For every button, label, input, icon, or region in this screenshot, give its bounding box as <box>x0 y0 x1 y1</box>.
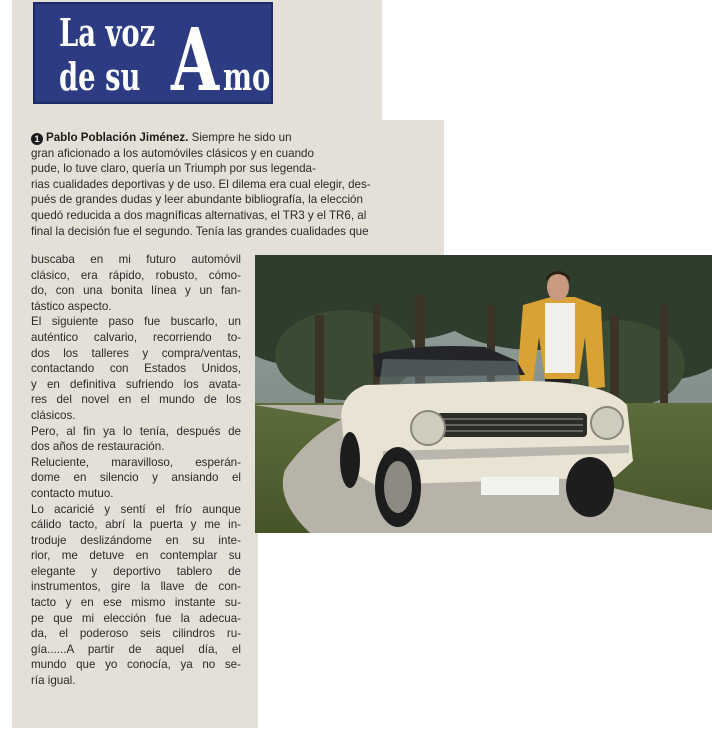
text-line: do, con una bonita línea y un fan- <box>31 284 241 298</box>
car-photo <box>255 255 712 533</box>
text-line: clásicos. <box>31 408 76 422</box>
text-line: contactando con Estados Unidos, <box>31 362 241 376</box>
text-line: buscaba en mi futuro automóvil <box>31 253 241 266</box>
text-line: tacto y en ese mismo instante su- <box>31 596 241 610</box>
text-line: y en definitiva sufriendo los avata- <box>31 377 241 391</box>
paragraph <box>31 502 241 689</box>
text-line: rior, me detuve en contemplar su <box>31 549 241 563</box>
article-column <box>31 252 241 689</box>
article-author: Pablo Población Jiménez. <box>46 131 189 144</box>
text-line: El siguiente paso fue buscarlo, un <box>31 315 241 329</box>
text-line: pués de grandes dudas y leer abundante bibliografía, la elección <box>31 193 363 207</box>
article-first-line <box>31 130 431 146</box>
photo-illustration <box>255 255 712 533</box>
text-line: final la decisión fue el segundo. Tenía las grandes cualidades que <box>31 224 369 238</box>
text-line: contacto mutuo. <box>31 486 114 500</box>
text-line: pude, lo tuve claro, quería un Triumph por sus legenda- <box>31 162 316 176</box>
text-line: instrumentos, gire la llave de con- <box>31 580 241 594</box>
text-line: Siempre he sido un <box>191 131 292 144</box>
article-intro <box>31 130 431 239</box>
paragraph <box>31 314 241 423</box>
text-line: dos los talleres y compra/ventas, <box>31 346 241 360</box>
text-line: dome en silencio y ansiando el <box>31 471 241 485</box>
text-line: quedó reducida a dos magníficas alternativas, el TR3 y el TR6, al <box>31 208 367 222</box>
text-line: auténtico calvario, recorriendo to- <box>31 330 241 344</box>
text-line: da, el poderoso seis cilindros ru- <box>31 627 241 641</box>
text-line: Reluciente, maravilloso, esperán- <box>31 455 241 469</box>
text-line: mundo que yo conocía, ya no se- <box>31 658 241 672</box>
text-line: res del novel en el mundo de los <box>31 393 241 407</box>
header-line-1: La voz <box>59 10 156 55</box>
text-line: Lo acaricié y sentí el frío aunque <box>31 502 241 516</box>
text-line: gía......A partir de aquel día, el <box>31 642 241 656</box>
header-big-letter: A <box>171 10 220 111</box>
text-line: tástico aspecto. <box>31 299 112 313</box>
text-line: Pero, al fin ya lo tenía, después de <box>31 424 241 438</box>
article-number-badge: 1 <box>31 133 43 145</box>
text-line: clásico, era rápido, robusto, cómo- <box>31 268 241 282</box>
text-line: ría igual. <box>31 674 76 688</box>
text-line: pe que mi elección fue la adecua- <box>31 611 241 625</box>
text-line: elegante y deportivo tablero de <box>31 564 241 578</box>
text-line: cálido tacto, abrí la puerta y me in- <box>31 518 241 532</box>
paragraph <box>31 424 241 455</box>
header-line-2: de su <box>59 54 141 99</box>
text-line: rias cualidades deportivas y de uso. El dilema era cual elegir, des- <box>31 177 371 191</box>
text-line: dos años de restauración. <box>31 440 165 454</box>
paragraph <box>31 455 241 502</box>
section-header <box>33 2 273 111</box>
text-line: troduje deslizándome en su inte- <box>31 533 241 547</box>
paragraph <box>31 252 241 314</box>
header-line-2-end: mo <box>223 54 271 99</box>
text-line: gran aficionado a los automóviles clásicos y en cuando <box>31 146 314 160</box>
